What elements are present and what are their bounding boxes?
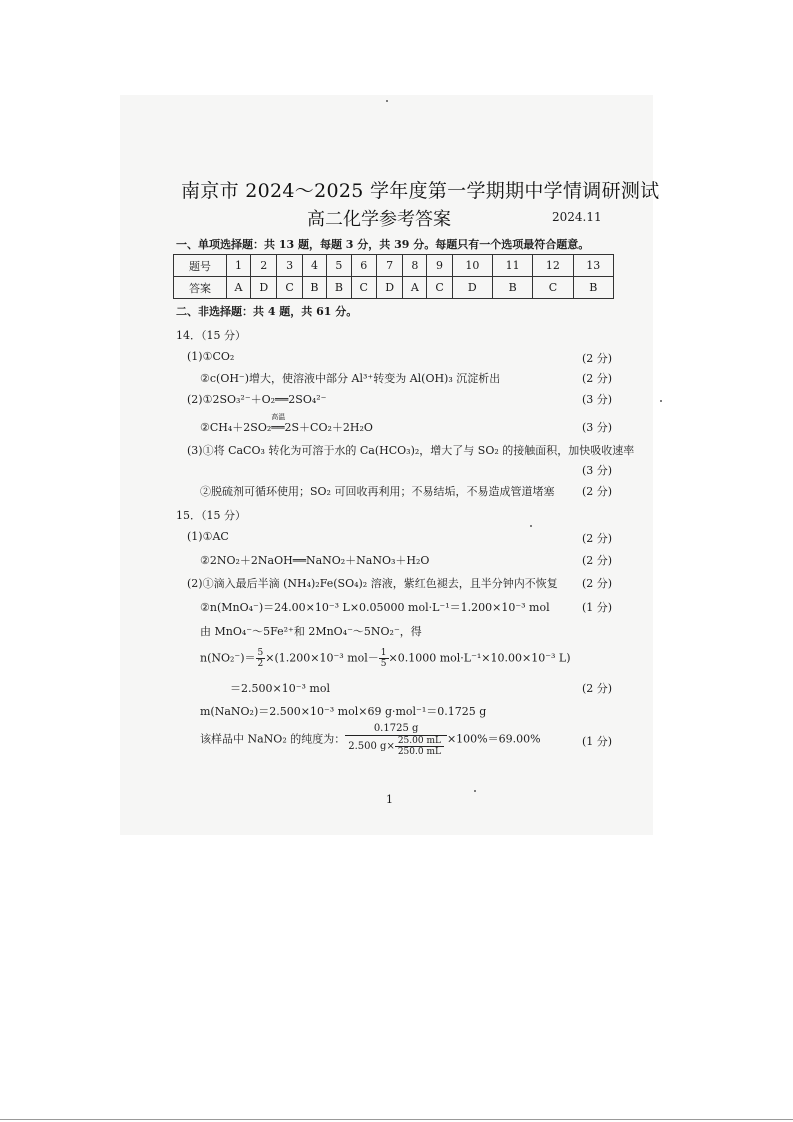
fraction-one-fifth bbox=[379, 648, 389, 669]
q-number: 9 bbox=[427, 255, 452, 277]
q15-line2: ②2NO₂＋2NaOH══NaNO₂＋NaNO₃＋H₂O bbox=[200, 554, 430, 567]
doc-subtitle: 高二化学参考答案 bbox=[307, 209, 451, 230]
q-number: 3 bbox=[277, 255, 302, 277]
q15-line7: ＝2.500×10⁻³ mol bbox=[230, 682, 330, 695]
fraction-denominator: 2 bbox=[257, 659, 264, 669]
answer-cell: D bbox=[452, 277, 492, 299]
q15-score7: (2 分) bbox=[582, 682, 613, 695]
fraction-denominator: 250.0 mL bbox=[397, 747, 441, 757]
q15-line4: ②n(MnO₄⁻)＝24.00×10⁻³ L×0.05000 mol·L⁻¹＝1.200×10⁻³ mol bbox=[200, 601, 550, 614]
answer-cell: C bbox=[533, 277, 573, 299]
speck bbox=[386, 100, 388, 102]
q-number: 13 bbox=[573, 255, 613, 277]
answer-cell: B bbox=[327, 277, 351, 299]
denominator-mass: 2.500 g× bbox=[348, 741, 395, 752]
answer-cell: B bbox=[302, 277, 326, 299]
q15-line6-a: n(NO₂⁻)＝ bbox=[200, 651, 256, 665]
section2-heading: 二、非选择题：共 4 题，共 61 分。 bbox=[176, 305, 358, 318]
q14-line6: ②脱硫剂可循环使用；SO₂ 可回收再利用；不易结垢，不易造成管道堵塞 bbox=[200, 485, 555, 498]
doc-date: 2024.11 bbox=[552, 210, 602, 224]
answer-cell: D bbox=[376, 277, 402, 299]
answer-cell: C bbox=[351, 277, 376, 299]
answer-cell: A bbox=[403, 277, 427, 299]
row-label-q: 题号 bbox=[174, 255, 227, 277]
fraction-denominator bbox=[345, 736, 447, 757]
table-row-numbers bbox=[174, 255, 614, 277]
q15-line6-b: ×(1.200×10⁻³ mol－ bbox=[265, 651, 379, 665]
q14-score3: (3 分) bbox=[582, 393, 613, 406]
q14-line1: (1)①CO₂ bbox=[187, 350, 235, 363]
q15-line8: m(NaNO₂)＝2.500×10⁻³ mol×69 g·mol⁻¹＝0.1725 g bbox=[200, 705, 487, 718]
row-label-a: 答案 bbox=[174, 277, 227, 299]
fraction-numerator: 1 bbox=[380, 648, 387, 658]
reaction-arrow: 高温 ══ bbox=[271, 413, 286, 434]
q15-score2: (2 分) bbox=[582, 554, 613, 567]
q14-line4 bbox=[200, 413, 373, 435]
q15-line9-b: ×100%＝69.00% bbox=[446, 732, 541, 746]
purity-fraction bbox=[345, 722, 447, 757]
section1-heading: 一、单项选择题：共 13 题，每题 3 分，共 39 分。每题只有一个选项最符合题意。 bbox=[176, 238, 590, 251]
q15-line1: (1)①AC bbox=[187, 530, 229, 543]
q15-line6-c: ×0.1000 mol·L⁻¹×10.00×10⁻³ L) bbox=[388, 651, 571, 665]
q14-line5: (3)①将 CaCO₃ 转化为可溶于水的 Ca(HCO₃)₂，增大了与 SO₂ 的接触面积，加快吸收速率 bbox=[187, 444, 635, 457]
page-number: 1 bbox=[386, 793, 393, 806]
fraction-numerator: 0.1725 g bbox=[345, 722, 447, 736]
answer-cell: B bbox=[492, 277, 532, 299]
fraction-five-halves bbox=[256, 648, 266, 669]
q14-line4-left: ②CH₄＋2SO₂ bbox=[200, 421, 272, 434]
speck bbox=[530, 525, 532, 527]
q15-score3: (2 分) bbox=[582, 577, 613, 590]
answer-table bbox=[173, 254, 614, 299]
q15-score9: (1 分) bbox=[582, 735, 613, 748]
answer-cell: A bbox=[227, 277, 251, 299]
q15-line9 bbox=[200, 722, 541, 757]
q-number: 10 bbox=[452, 255, 492, 277]
fraction-numerator: 25.00 mL bbox=[395, 736, 444, 747]
q15-score1: (2 分) bbox=[582, 532, 613, 545]
q15-line5: 由 MnO₄⁻～5Fe²⁺和 2MnO₄⁻～5NO₂⁻，得 bbox=[200, 625, 422, 638]
fraction-denominator: 5 bbox=[380, 659, 387, 669]
q-number: 2 bbox=[251, 255, 277, 277]
answer-cell: C bbox=[277, 277, 302, 299]
q15-score4: (1 分) bbox=[582, 601, 613, 614]
condition-label: 高温 bbox=[271, 413, 286, 421]
q-number: 7 bbox=[376, 255, 402, 277]
answer-cell: B bbox=[573, 277, 613, 299]
speck bbox=[474, 790, 476, 792]
q14-line4-right: 2S＋CO₂＋2H₂O bbox=[284, 421, 373, 434]
q-number: 8 bbox=[403, 255, 427, 277]
q-number: 6 bbox=[351, 255, 376, 277]
fraction-numerator: 5 bbox=[257, 648, 264, 658]
q14-label: 14．（15 分） bbox=[176, 329, 246, 342]
speck bbox=[660, 400, 662, 402]
q15-line6 bbox=[200, 648, 571, 669]
q14-score1: (2 分) bbox=[582, 352, 613, 365]
volume-ratio bbox=[395, 736, 444, 757]
q14-score6: (2 分) bbox=[582, 485, 613, 498]
q-number: 1 bbox=[227, 255, 251, 277]
q15-line9-a: 该样品中 NaNO₂ 的纯度为： bbox=[200, 732, 346, 746]
table-row-answers bbox=[174, 277, 614, 299]
q15-line3: (2)①滴入最后半滴 (NH₄)₂Fe(SO₄)₂ 溶液，紫红色褪去，且半分钟内不恢复 bbox=[187, 577, 558, 590]
q-number: 12 bbox=[533, 255, 573, 277]
q14-score2: (2 分) bbox=[582, 372, 613, 385]
q15-label: 15．（15 分） bbox=[176, 509, 246, 522]
doc-title: 南京市 2024～2025 学年度第一学期期中学情调研测试 bbox=[181, 180, 660, 202]
q14-line3: (2)①2SO₃²⁻＋O₂══2SO₄²⁻ bbox=[187, 393, 327, 406]
answer-cell: D bbox=[251, 277, 277, 299]
q14-score4: (3 分) bbox=[582, 421, 613, 434]
q14-score5: (3 分) bbox=[582, 464, 613, 477]
page-edge bbox=[0, 1119, 793, 1120]
q-number: 5 bbox=[327, 255, 351, 277]
q-number: 11 bbox=[492, 255, 532, 277]
answer-cell: C bbox=[427, 277, 452, 299]
q14-line2: ②c(OH⁻)增大，使溶液中部分 Al³⁺转变为 Al(OH)₃ 沉淀析出 bbox=[200, 372, 501, 385]
q-number: 4 bbox=[302, 255, 326, 277]
